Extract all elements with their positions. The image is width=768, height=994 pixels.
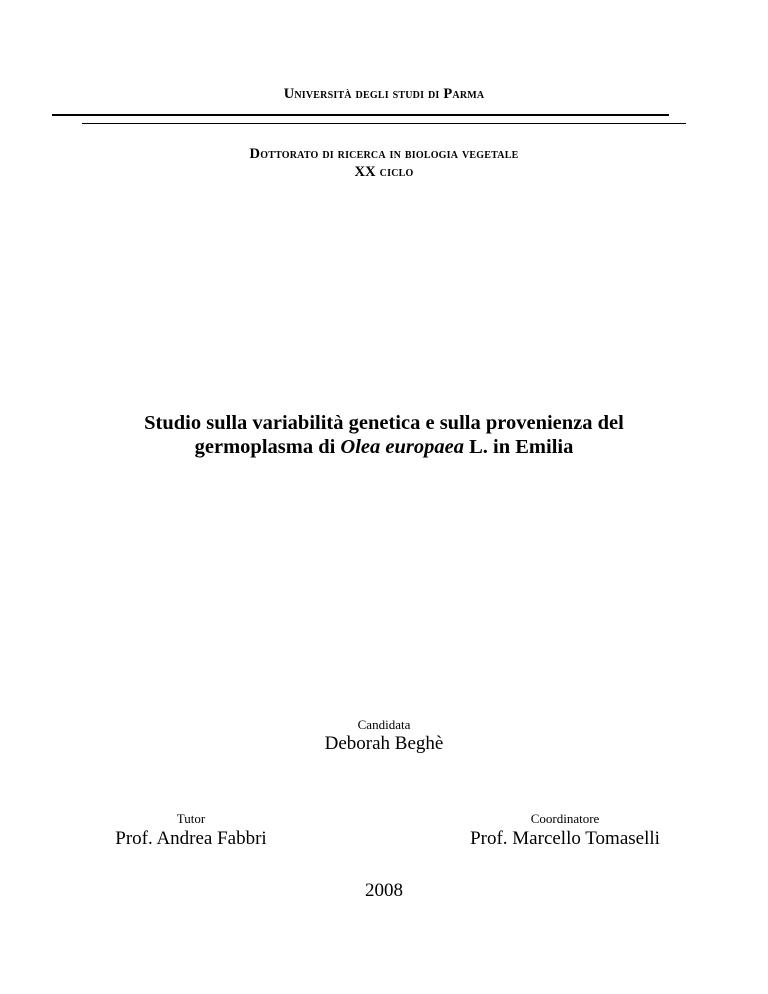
- coordinator-label: Coordinatore: [530, 811, 600, 826]
- thesis-title-line-1: Studio sulla variabilità genetica e sulla provenienza del: [144, 412, 624, 434]
- thesis-year: 2008: [365, 880, 403, 901]
- candidate-label: Candidata: [357, 717, 411, 732]
- coordinator-name: Prof. Marcello Tomaselli: [470, 828, 660, 849]
- thesis-title-line-2-prefix: germoplasma di: [194, 436, 341, 458]
- candidate-name: Deborah Beghè: [324, 733, 444, 754]
- tutor-label: Tutor: [176, 811, 206, 826]
- header-rule-thin: [82, 123, 686, 124]
- university-name: Università degli studi di Parma: [283, 86, 485, 102]
- coordinator-block: [470, 811, 660, 851]
- species-name: Olea europaea: [340, 436, 464, 458]
- doctorate-cycle: XX ciclo: [354, 164, 414, 180]
- header-rule-thick: [52, 114, 669, 116]
- thesis-title-line-2: [0, 435, 768, 459]
- tutor-block: [86, 811, 296, 851]
- thesis-title-line-2-suffix: L. in Emilia: [463, 436, 574, 458]
- doctorate-program: Dottorato di ricerca in biologia vegetale: [249, 146, 519, 162]
- thesis-title: [0, 411, 768, 459]
- tutor-name: Prof. Andrea Fabbri: [115, 828, 267, 849]
